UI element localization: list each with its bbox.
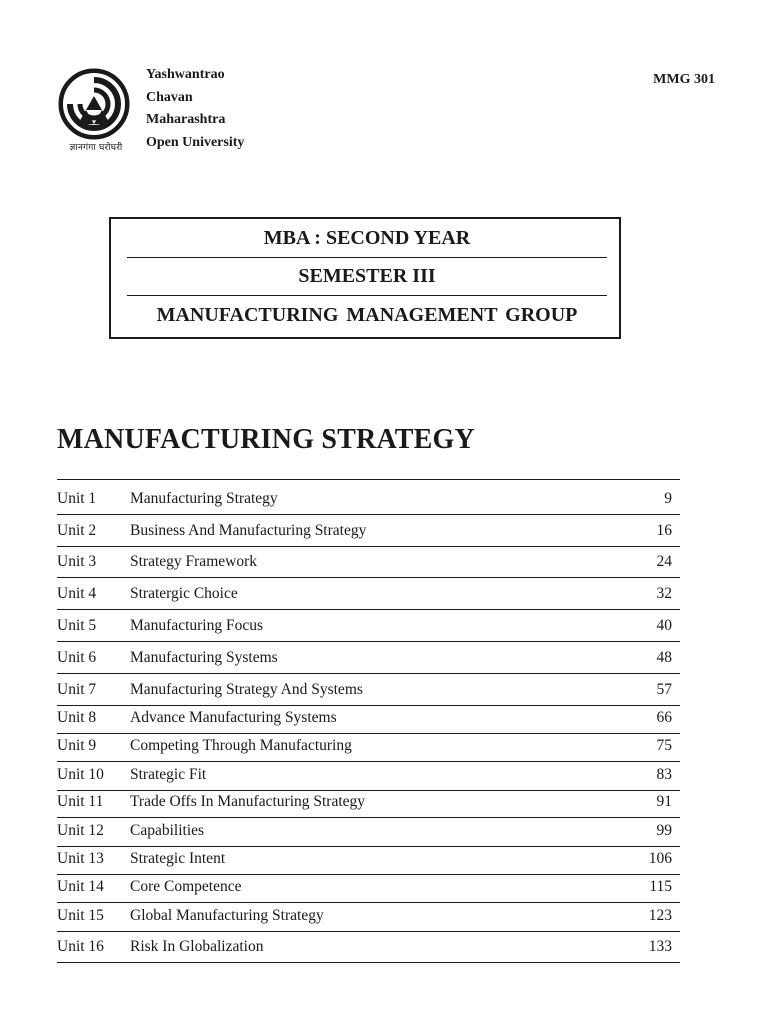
toc-topic: Manufacturing Focus <box>130 617 264 634</box>
toc-unit: Unit 8 <box>57 709 97 726</box>
box-divider <box>127 257 607 258</box>
toc-page: 24 <box>656 553 672 570</box>
toc-row <box>57 706 680 734</box>
toc-row <box>57 875 680 903</box>
toc-page: 66 <box>656 709 672 726</box>
toc-row <box>57 547 680 578</box>
toc-unit: Unit 2 <box>57 522 97 539</box>
toc-unit: Unit 7 <box>57 681 97 698</box>
toc-topic: Trade Offs In Manufacturing Strategy <box>130 793 366 810</box>
toc-page: 115 <box>649 878 672 895</box>
toc-unit: Unit 5 <box>57 617 97 634</box>
toc-topic: Manufacturing Systems <box>130 649 278 666</box>
university-name <box>146 64 244 154</box>
toc-unit: Unit 16 <box>57 938 104 955</box>
toc-row <box>57 480 680 515</box>
toc-page: 75 <box>656 737 672 754</box>
toc-topic: Core Competence <box>130 878 242 895</box>
toc-row <box>57 610 680 642</box>
toc-topic: Stratergic Choice <box>130 585 238 602</box>
toc-unit: Unit 4 <box>57 585 97 602</box>
toc-page: 32 <box>656 585 672 602</box>
toc-topic: Business And Manufacturing Strategy <box>130 522 367 539</box>
toc-unit: Unit 9 <box>57 737 97 754</box>
toc-unit: Unit 15 <box>57 907 104 924</box>
toc-topic: Risk In Globalization <box>130 938 264 955</box>
university-name-line: Open University <box>146 134 245 150</box>
toc-topic: Global Manufacturing Strategy <box>130 907 324 924</box>
course-code: MMG 301 <box>653 72 715 87</box>
toc-page: 9 <box>664 490 672 507</box>
toc-unit: Unit 6 <box>57 649 97 666</box>
table-of-contents <box>57 479 680 963</box>
toc-row <box>57 903 680 932</box>
toc-topic: Advance Manufacturing Systems <box>130 709 337 726</box>
toc-topic: Manufacturing Strategy <box>130 490 278 507</box>
toc-topic: Competing Through Manufacturing <box>130 737 352 754</box>
toc-topic: Capabilities <box>130 822 205 839</box>
toc-unit: Unit 11 <box>57 793 104 810</box>
semester-label: SEMESTER III <box>298 265 436 287</box>
toc-page: 48 <box>656 649 672 666</box>
toc-row <box>57 578 680 610</box>
toc-page: 106 <box>648 850 672 867</box>
box-divider <box>127 295 607 296</box>
toc-page: 57 <box>656 681 672 698</box>
toc-topic: Manufacturing Strategy And Systems <box>130 681 363 698</box>
toc-row <box>57 791 680 818</box>
university-name-line: Yashwantrao <box>146 67 225 82</box>
toc-row <box>57 515 680 547</box>
toc-row <box>57 932 680 963</box>
toc-row <box>57 674 680 706</box>
book-title: MANUFACTURING STRATEGY <box>57 424 475 455</box>
toc-page: 123 <box>648 907 672 924</box>
university-name-line: Chavan <box>146 89 193 105</box>
toc-unit: Unit 12 <box>57 822 104 839</box>
programme-box <box>109 217 621 339</box>
toc-unit: Unit 1 <box>57 490 97 507</box>
toc-row <box>57 847 680 875</box>
toc-page: 16 <box>656 522 672 539</box>
toc-page: 99 <box>656 822 672 839</box>
toc-page: 91 <box>656 793 672 810</box>
toc-topic: Strategic Intent <box>130 850 226 867</box>
toc-topic: Strategic Fit <box>130 766 207 783</box>
toc-row <box>57 734 680 762</box>
programme-year: MBA : SECOND YEAR <box>263 227 471 249</box>
group-label: MANUFACTURING MANAGEMENT GROUP <box>156 304 578 326</box>
toc-unit: Unit 14 <box>57 878 104 895</box>
toc-row <box>57 642 680 674</box>
toc-page: 40 <box>656 617 672 634</box>
toc-topic: Strategy Framework <box>130 553 257 570</box>
toc-unit: Unit 3 <box>57 553 97 570</box>
toc-row <box>57 762 680 791</box>
toc-unit: Unit 13 <box>57 850 104 867</box>
toc-unit: Unit 10 <box>57 766 104 783</box>
toc-page: 133 <box>648 938 672 955</box>
toc-page: 83 <box>656 766 672 783</box>
logo-tagline: ज्ञानगंगा घरोघरी <box>69 143 123 153</box>
toc-row <box>57 818 680 847</box>
university-name-line: Maharashtra <box>146 112 226 127</box>
